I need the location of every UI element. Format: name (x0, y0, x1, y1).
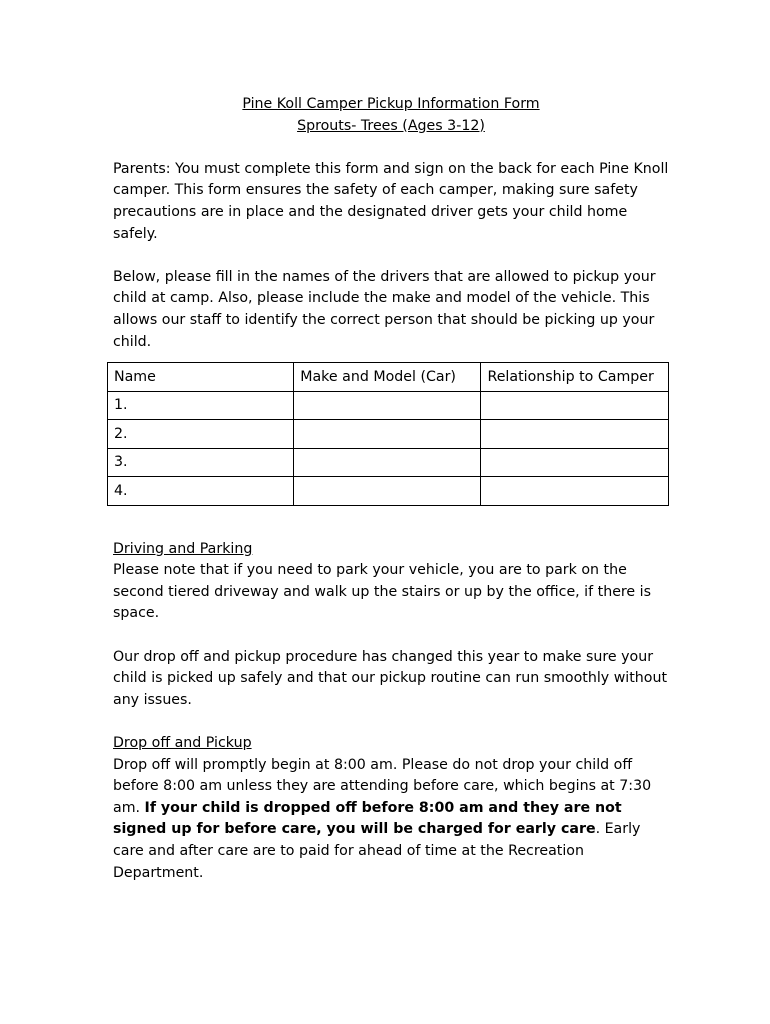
header-relationship: Relationship to Camper (481, 363, 669, 392)
dropoff-warning: If your child is dropped off before 8:00 am and they are not signed up for before care, you will be charged for early care (113, 799, 622, 838)
relationship-cell[interactable] (481, 391, 669, 420)
name-cell[interactable]: 1. (108, 391, 294, 420)
table-row (108, 477, 669, 506)
table-row (108, 391, 669, 420)
make-model-cell[interactable] (294, 391, 481, 420)
make-model-cell[interactable] (294, 477, 481, 506)
form-subtitle: Sprouts- Trees (Ages 3-12) (297, 117, 485, 134)
make-model-cell[interactable] (294, 448, 481, 477)
driving-paragraph-1: Please note that if you need to park your vehicle, you are to park on the second tiered driveway and walk up the stairs or up by the office, if there is space. (113, 562, 652, 622)
relationship-cell[interactable] (481, 448, 669, 477)
intro-paragraph-2: Below, please fill in the names of the drivers that are allowed to pickup your child at camp. Also, please include the make and model of the vehicle. This allows our staff to identify the correct person that should be picking up your child. (113, 268, 656, 350)
intro-paragraph-1: Parents: You must complete this form and sign on the back for each Pine Knoll camper. This form ensures the safety of each camper, making sure safety precautions are in place and the designated driver gets your child home safely. (113, 160, 669, 242)
dropoff-heading: Drop off and Pickup (113, 734, 252, 751)
relationship-cell[interactable] (481, 420, 669, 449)
dropoff-text-start: Drop off will promptly begin at 8:00 am. Please do not drop your child off before 8:00 am unless they are attending before care, which begins at 7:30 am. (113, 756, 652, 816)
name-cell[interactable]: 3. (108, 448, 294, 477)
header-name: Name (108, 363, 294, 392)
form-page (113, 94, 669, 884)
relationship-cell[interactable] (481, 477, 669, 506)
dropoff-paragraph (113, 755, 669, 885)
header-make-model: Make and Model (Car) (294, 363, 481, 392)
driving-paragraph-2: Our drop off and pickup procedure has changed this year to make sure your child is picked up safely and that our pickup routine can run smoothly without any issues. (113, 648, 668, 708)
name-cell[interactable]: 2. (108, 420, 294, 449)
name-cell[interactable]: 4. (108, 477, 294, 506)
make-model-cell[interactable] (294, 420, 481, 449)
form-title: Pine Koll Camper Pickup Information Form (242, 96, 540, 112)
driving-heading: Driving and Parking (113, 540, 253, 557)
table-header-row (108, 363, 669, 392)
drivers-table (107, 362, 669, 506)
table-row (108, 420, 669, 449)
dropoff-text-end: . Early care and after care are to paid for ahead of time at the Recreation Department. (113, 821, 641, 881)
table-row (108, 448, 669, 477)
